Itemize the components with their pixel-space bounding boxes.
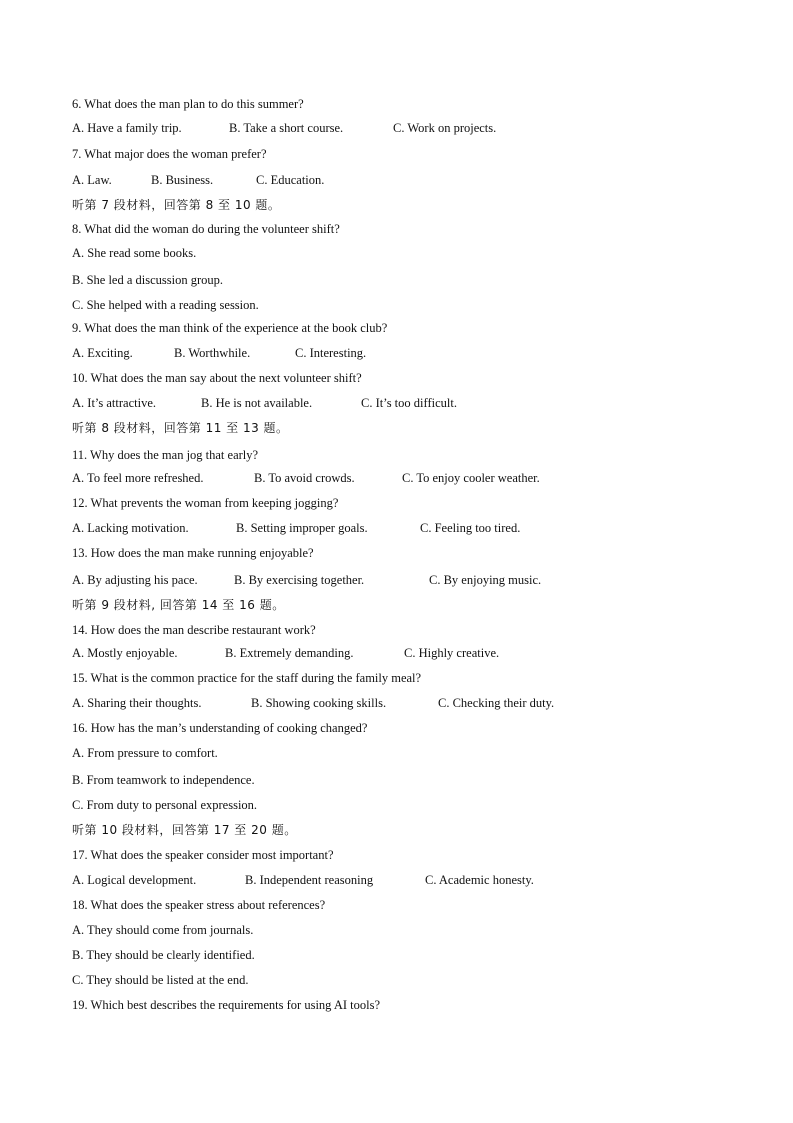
option-7b: B. Business.: [151, 173, 214, 187]
question-14: 14. How does the man describe restaurant work?: [72, 623, 316, 637]
option-14b: B. Extremely demanding.: [225, 646, 354, 660]
question-9: 9. What does the man think of the experience at the book club?: [72, 321, 388, 335]
option-11a: A. To feel more refreshed.: [72, 471, 204, 485]
option-8b: B. She led a discussion group.: [72, 273, 224, 287]
option-14a: A. Mostly enjoyable.: [72, 646, 178, 660]
option-8a: A. She read some books.: [72, 246, 197, 260]
option-11c: C. To enjoy cooler weather.: [402, 471, 540, 485]
option-7c: C. Education.: [256, 173, 325, 187]
question-19: 19. Which best describes the requirements for using AI tools?: [72, 998, 381, 1012]
question-13: 13. How does the man make running enjoyable?: [72, 546, 314, 560]
question-15: 15. What is the common practice for the staff during the family meal?: [72, 671, 422, 685]
option-12b: B. Setting improper goals.: [236, 521, 368, 535]
section-heading-7: 听第 7 段材料，回答第 8 至 10 题。: [72, 198, 281, 212]
option-16b: B. From teamwork to independence.: [72, 773, 255, 787]
option-13c: C. By enjoying music.: [429, 573, 542, 587]
option-16a: A. From pressure to comfort.: [72, 746, 218, 760]
question-16: 16. How has the man’s understanding of cooking changed?: [72, 721, 368, 735]
option-12c: C. Feeling too tired.: [420, 521, 521, 535]
option-12a: A. Lacking motivation.: [72, 521, 189, 535]
question-7: 7. What major does the woman prefer?: [72, 147, 267, 161]
option-16c: C. From duty to personal expression.: [72, 798, 258, 812]
option-6b: B. Take a short course.: [229, 121, 344, 135]
question-17: 17. What does the speaker consider most important?: [72, 848, 334, 862]
option-13b: B. By exercising together.: [234, 573, 365, 587]
question-8: 8. What did the woman do during the volunteer shift?: [72, 222, 340, 236]
question-6: 6. What does the man plan to do this summer?: [72, 97, 304, 111]
option-15b: B. Showing cooking skills.: [251, 696, 387, 710]
section-heading-8: 听第 8 段材料，回答第 11 至 13 题。: [72, 421, 289, 435]
section-heading-10: 听第 10 段材料，回答第 17 至 20 题。: [72, 823, 297, 837]
option-6a: A. Have a family trip.: [72, 121, 182, 135]
option-18a: A. They should come from journals.: [72, 923, 254, 937]
option-10c: C. It’s too difficult.: [361, 396, 457, 410]
option-15a: A. Sharing their thoughts.: [72, 696, 202, 710]
option-8c: C. She helped with a reading session.: [72, 298, 259, 312]
question-18: 18. What does the speaker stress about references?: [72, 898, 326, 912]
option-17c: C. Academic honesty.: [425, 873, 534, 887]
option-15c: C. Checking their duty.: [438, 696, 555, 710]
option-14c: C. Highly creative.: [404, 646, 500, 660]
question-11: 11. Why does the man jog that early?: [72, 448, 259, 462]
option-9c: C. Interesting.: [295, 346, 367, 360]
option-9a: A. Exciting.: [72, 346, 133, 360]
option-11b: B. To avoid crowds.: [254, 471, 355, 485]
option-10a: A. It’s attractive.: [72, 396, 156, 410]
option-18c: C. They should be listed at the end.: [72, 973, 249, 987]
option-6c: C. Work on projects.: [393, 121, 497, 135]
option-13a: A. By adjusting his pace.: [72, 573, 198, 587]
question-10: 10. What does the man say about the next volunteer shift?: [72, 371, 362, 385]
option-17b: B. Independent reasoning: [245, 873, 374, 887]
question-12: 12. What prevents the woman from keeping jogging?: [72, 496, 339, 510]
section-heading-9: 听第 9 段材料, 回答第 14 至 16 题。: [72, 598, 285, 612]
option-18b: B. They should be clearly identified.: [72, 948, 255, 962]
option-9b: B. Worthwhile.: [174, 346, 251, 360]
option-17a: A. Logical development.: [72, 873, 197, 887]
option-7a: A. Law.: [72, 173, 112, 187]
option-10b: B. He is not available.: [201, 396, 313, 410]
